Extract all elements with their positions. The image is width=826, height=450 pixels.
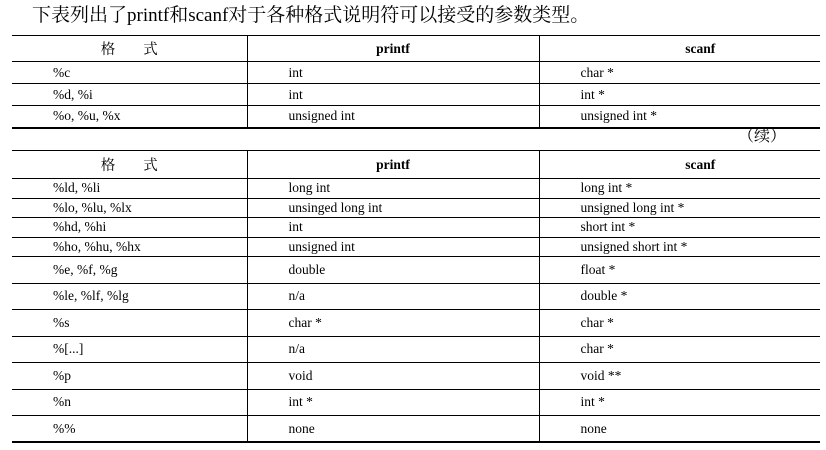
table-row [12,363,820,390]
header-format: 格式 [12,151,247,179]
intro-text: 下表列出了printf和scanf对于各种格式说明符可以接受的参数类型。 [32,5,590,26]
cell-printf: n/a [247,283,539,310]
cell-format: %% [12,416,247,443]
cell-format: %n [12,389,247,416]
cell-scanf: short int * [539,218,820,238]
table-row [12,106,820,128]
cell-scanf: char * [539,62,820,84]
table-row [12,62,820,84]
table-row [12,310,820,337]
cell-scanf: char * [539,336,820,363]
cell-scanf: int * [539,84,820,106]
table-row [12,389,820,416]
header-printf: printf [247,36,539,62]
table-row [12,336,820,363]
cell-format: %d, %i [12,84,247,106]
table-row [12,198,820,218]
format-table-part2 [12,150,820,443]
table-row [12,283,820,310]
cell-scanf: long int * [539,179,820,199]
cell-scanf: float * [539,257,820,284]
cell-format: %ho, %hu, %hx [12,237,247,257]
cell-format: %hd, %hi [12,218,247,238]
cell-scanf: void ** [539,363,820,390]
cell-format: %le, %lf, %lg [12,283,247,310]
cell-format: %e, %f, %g [12,257,247,284]
table-row [12,218,820,238]
cell-printf: int * [247,389,539,416]
table-row [12,416,820,443]
cell-format: %o, %u, %x [12,106,247,128]
cell-printf: char * [247,310,539,337]
cell-printf: unsinged long int [247,198,539,218]
table-row [12,237,820,257]
cell-printf: int [247,218,539,238]
cell-scanf: unsigned long int * [539,198,820,218]
continued-label: （续） [738,128,787,145]
cell-printf: unsigned int [247,106,539,128]
cell-printf: unsigned int [247,237,539,257]
cell-printf: n/a [247,336,539,363]
cell-format: %lo, %lu, %lx [12,198,247,218]
cell-format: %[...] [12,336,247,363]
cell-printf: int [247,84,539,106]
cell-scanf: unsigned int * [580,108,657,124]
cell-scanf: double * [539,283,820,310]
cell-scanf: unsigned short int * [539,237,820,257]
cell-scanf: int * [539,389,820,416]
cell-printf: int [247,62,539,84]
cell-format: %p [12,363,247,390]
header-scanf: scanf [539,151,820,179]
cell-format: %s [12,310,247,337]
cell-printf: double [247,257,539,284]
table-row [12,84,820,106]
cell-printf: none [247,416,539,443]
table-row [12,179,820,199]
table-header-row [12,151,820,179]
table-row [12,257,820,284]
header-printf: printf [247,151,539,179]
cell-printf: long int [247,179,539,199]
cell-scanf: char * [539,310,820,337]
cell-format: %ld, %li [12,179,247,199]
header-format: 格式 [12,36,247,62]
header-scanf: scanf [539,36,820,62]
format-table-part1 [12,35,820,129]
table-header-row [12,36,820,62]
cell-printf: void [247,363,539,390]
cell-scanf: none [580,420,607,436]
cell-format: %c [12,62,247,84]
